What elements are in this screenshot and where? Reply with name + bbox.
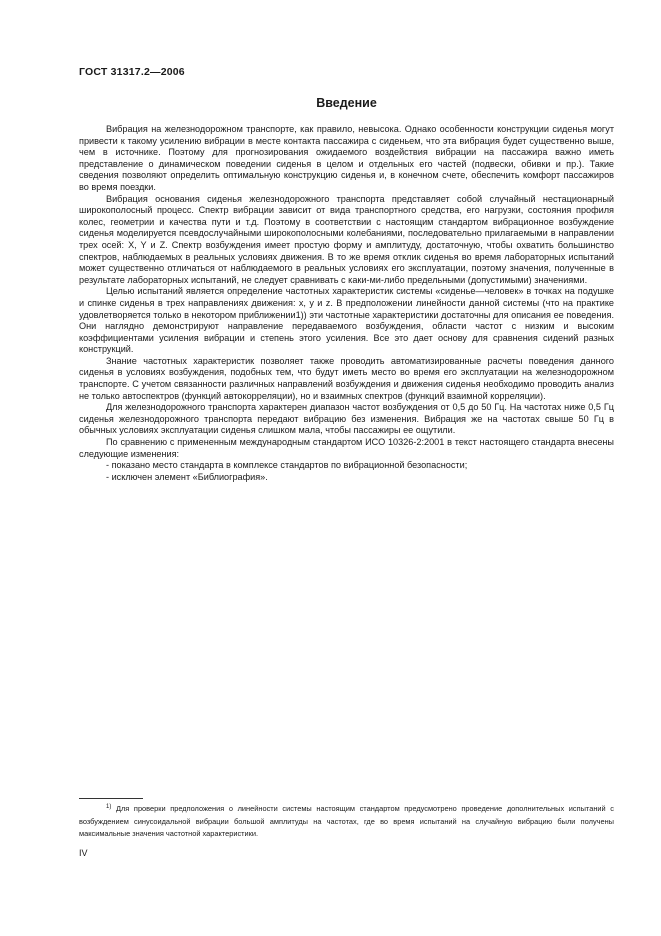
paragraph-2: Вибрация основания сиденья железнодорожного транспорта представляет собой случайный нестационарный широкополосный процесс. Спектр вибрации зависит от вида транспортного средства, его нагрузки, состояния профиля колес, геометрии и качества пути и т.д. Поэтому в соответствии с настоящим стандартом вибрационное возбуждение сиденья моделируется псевдослучайными широкополосными колебаниями, последовательно прилагаемыми в направлении трех осей: X, Y и Z. Спектр возбуждения имеет простую форму и амплитуду, достаточную, чтобы охватить большинство спектров, наблюдаемых в реальных условиях движения. В то же время отклик сиденья во время лабораторных испытаний может существенно отличаться от наблюдаемого в реальных условиях его эксплуатации, поэтому значения, полученные в результате лабораторных испытаний, не следует сравнивать с каки-ми-либо предельными (допустимыми) значениями.	[79, 193, 614, 285]
page-number: IV	[79, 848, 88, 858]
document-header: ГОСТ 31317.2—2006	[79, 66, 185, 78]
footnote-marker: 1)	[106, 804, 112, 810]
paragraph-5: Для железнодорожного транспорта характерен диапазон частот возбуждения от 0,5 до 50 Гц. На частотах ниже 0,5 Гц сиденья железнодорожного транспорта передают вибрацию без изменения. Вибрация же на частотах свыше 50 Гц в обычных условиях эксплуатации сиденья слишком мала, чтобы пассажиры ее ощутили.	[79, 402, 614, 436]
footnote-text: Для проверки предположения о линейности системы настоящим стандартом предусмотрено проведение дополнительных испытаний с возбуждением синусоидальной вибрации большой амплитуды на частотах, где во время испытаний на случайную вибрацию были получены максимальные значения частотной характеристики.	[79, 804, 614, 839]
list-item: - показано место стандарта в комплексе стандартов по вибрационной безопасности;	[106, 460, 468, 471]
list-item: - исключен элемент «Библиография».	[106, 471, 268, 482]
footnote	[79, 803, 614, 841]
section-title	[0, 96, 661, 110]
paragraph-4: Знание частотных характеристик позволяет также проводить автоматизированные расчеты поведения данного сиденья в условиях возбуждения, подобных тем, что будут иметь место во время его эксплуатации на железнодорожном транспорте. С учетом связанности различных направлений возбуждения и движения сиденья необходимо проводить анализ не только автоспектров (функций автокорреляции), но и взаимных спектров (функций взаимной корреляции).	[79, 355, 614, 401]
paragraph-6: По сравнению с примененным международным стандартом ИСО 10326-2:2001 в текст настоящего стандарта внесены следующие изменения:	[79, 437, 614, 459]
paragraph-3: Целью испытаний является определение частотных характеристик системы «сиденье—человек» в точках на подушке и спинке сиденья в трех направлениях движения: x, y и z. В предположении линейности данной системы (что на практике удовлетворяется только в некотором приближении1)) эти частотные характеристики достаточны для описания ее поведения. Они наглядно демонстрируют направление передаваемого возбуждения, области частот с низким и высоким коэффициентами усиления вибрации и степень этого усиления. Все это дает основу для сравнения сидений разных конструкций.	[79, 286, 614, 355]
paragraph-1: Вибрация на железнодорожном транспорте, как правило, невысока. Однако особенности конструкции сиденья могут привести к такому усилению вибрации в месте контакта пассажира с сиденьем, что эта вибрация будет существенно выше, чем в источнике. Поэтому для прогнозирования ожидаемого воздействия вибрации на пассажира важно иметь представление о динамическом поведении сиденья в целом и отдельных его частей (подвески, обивки и пр.). Такие сведения позволяют определить оптимальную конструкцию сиденья и, в конечном счете, обеспечить комфорт пассажиров во время поездки.	[79, 124, 614, 192]
footnote-divider	[79, 798, 143, 799]
main-text	[79, 124, 614, 483]
section-title-text: Введение	[316, 96, 377, 110]
